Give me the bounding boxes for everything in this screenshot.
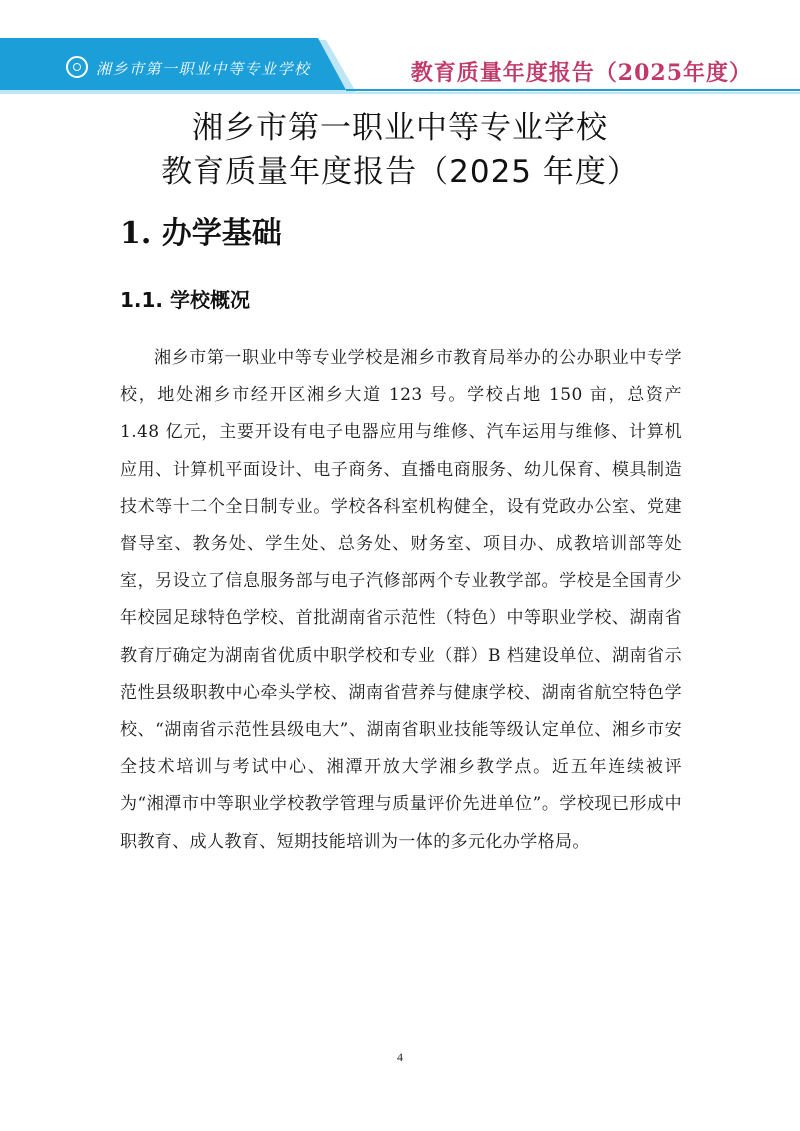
page-number: 4 (397, 1050, 403, 1064)
header-school-name: 湘乡市第一职业中等专业学校 (96, 60, 311, 78)
subsection-heading: 1.1. 学校概况 (120, 288, 250, 312)
section-heading: 1. 办学基础 (120, 216, 282, 251)
document-title-line1: 湘乡市第一职业中等专业学校 (192, 110, 608, 146)
document-title-line2: 教育质量年度报告（2025 年度） (161, 154, 639, 190)
page-header (0, 0, 800, 100)
header-report-title: 教育质量年度报告（2025年度） (410, 60, 752, 86)
body-paragraph: 湘乡市第一职业中等专业学校是湘乡市教育局举办的公办职业中专学校，地处湘乡市经开区湘乡大道 123 号。学校占地 150 亩，总资产 1.48 亿元，主要开设有电子电器应用与维修、汽车运用与维修、计算机应用、计算机平面设计、电子商务、直播电商服务、幼儿保育、模具制造技术等十二个全日制专业。学校各科室机构健全，设有党政办公室、党建督导室、教务处、学生处、总务处、财务室、项目办、成教培训部等处室，另设立了信息服务部与电子汽修部两个专业教学部。学校是全国青少年校园足球特色学校、首批湖南省示范性（特色）中等职业学校、湖南省教育厅确定为湖南省优质中职学校和专业（群）B 档建设单位、湖南省示范性县级职教中心牵头学校、湖南省营养与健康学校、湖南省航空特色学校、“湖南省示范性县级电大”、湖南省职业技能等级认定单位、湘乡市安全技术培训与考试中心、湘潭开放大学湘乡教学点。近五年连续被评为“湘潭市中等职业学校教学管理与质量评价先进单位”。学校现已形成中职教育、成人教育、短期技能培训为一体的多元化办学格局。 (120, 348, 682, 852)
school-logo-icon (66, 56, 88, 78)
